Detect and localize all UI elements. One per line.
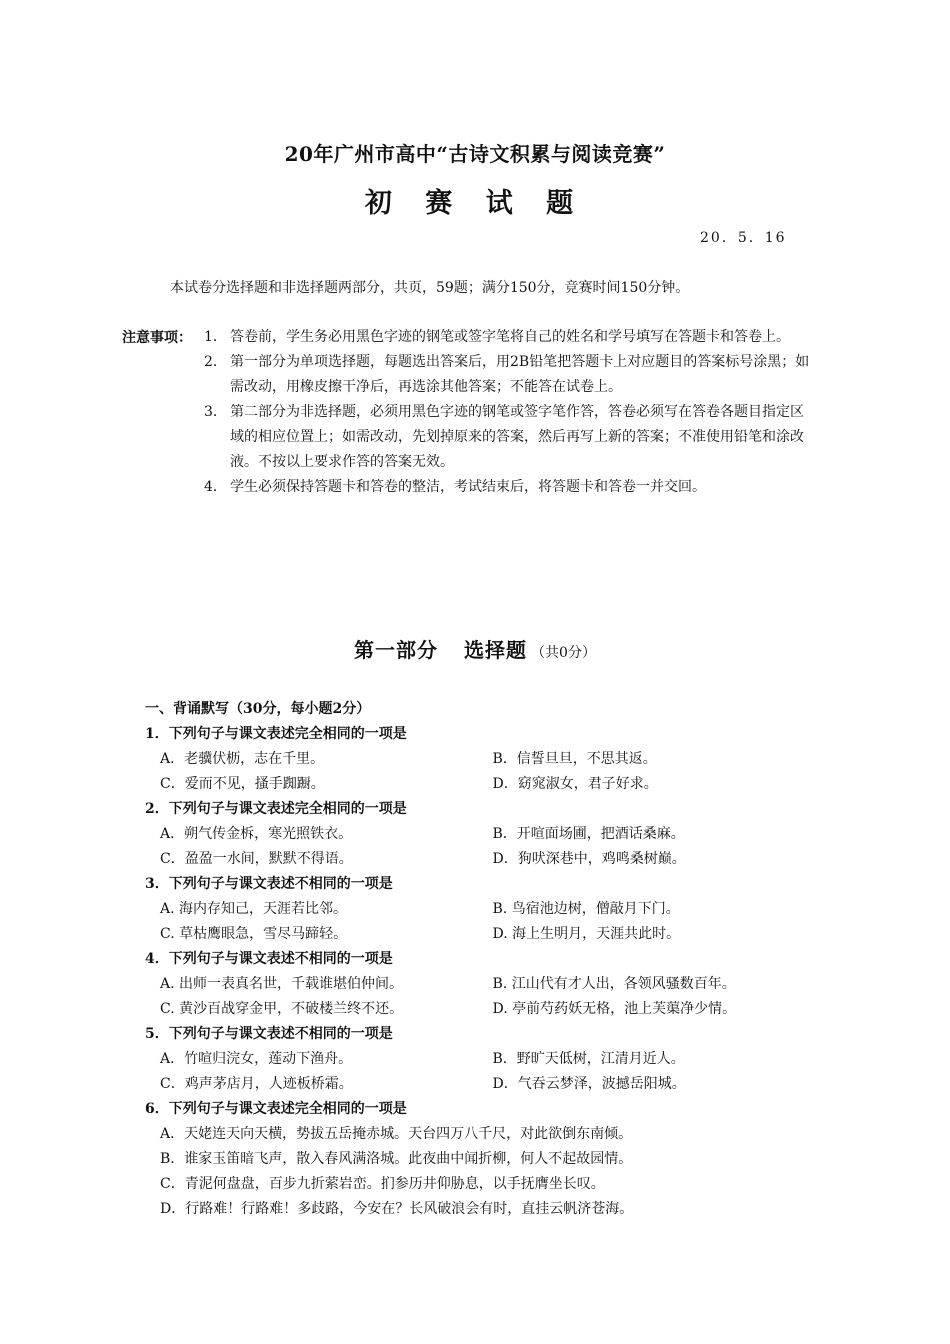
notice-label: 注意事项： [122, 330, 192, 346]
question-block [145, 722, 825, 797]
notice-item-number: 2． [204, 354, 227, 370]
notice-item-text: 第一部分为单项选择题，每题选出答案后，用2B铅笔把答题卡上对应题目的答案标号涂黑；如需改动，用橡皮擦干净后，再选涂其他答案；不能答在试卷上。 [230, 354, 810, 395]
option-c: C. 草枯鹰眼急，雪尽马蹄轻。 [160, 926, 348, 942]
option-row [145, 747, 825, 772]
option-c: C．盈盈一水间，默默不得语。 [160, 851, 353, 867]
option-row [145, 822, 825, 847]
option-row [145, 997, 825, 1022]
option-d: D．行路难！行路难！多歧路，今安在？长风破浪会有时，直挂云帆济苍海。 [160, 1201, 634, 1217]
option-b: B. 鸟宿池边树，僧敲月下门。 [492, 901, 680, 917]
option-a: A．天姥连天向天横，势拔五岳掩赤城。天台四万八千尺，对此欲倒东南倾。 [160, 1126, 633, 1142]
option-a: A．老骥伏枥，志在千里。 [160, 751, 325, 767]
option-d: D．狗吠深巷中，鸡鸣桑树巅。 [492, 851, 686, 867]
option-b: B. 江山代有才人出，各领风骚数百年。 [492, 976, 736, 992]
option-row [145, 772, 825, 797]
part-one-title [0, 634, 950, 663]
option-c: C．爱而不见，搔手踟蹰。 [160, 776, 325, 792]
option-d: D. 海上生明月，天涯共此时。 [492, 926, 681, 942]
question-block [145, 1022, 825, 1097]
exam-intro: 本试卷分选择题和非选择题两部分，共页，59题；满分150分，竞赛时间150分钟。 [170, 280, 690, 296]
option-b: B．谁家玉笛暗飞声，散入春风满洛城。此夜曲中闻折柳，何人不起故园情。 [160, 1151, 633, 1167]
exam-title: 20年广州市高中“古诗文积累与阅读竞赛” [284, 142, 666, 166]
notice-item [204, 475, 814, 500]
option-row [145, 972, 825, 997]
option-d: D．窈窕淑女，君子好求。 [492, 776, 658, 792]
question-block [145, 872, 825, 947]
notice-item-number: 4． [204, 479, 227, 495]
notice-item-number: 1． [204, 329, 227, 345]
option-a: A．竹喧归浣女，莲动下渔舟。 [160, 1051, 353, 1067]
option-row [145, 922, 825, 947]
notice-item [204, 350, 814, 400]
question-block [145, 797, 825, 872]
exam-subtitle: 初 赛 试 题 [364, 188, 586, 219]
option-a: A. 出师一表真名世，千载谁堪伯仲间。 [160, 976, 404, 992]
option-row [145, 847, 825, 872]
option-a: A．朔气传金柝，寒光照铁衣。 [160, 826, 353, 842]
notice-item [204, 325, 814, 350]
option-b: B．信誓旦旦，不思其返。 [492, 751, 657, 767]
question-block [145, 1097, 825, 1222]
option-c: C．青泥何盘盘，百步九折萦岩峦。扪参历井仰胁息，以手抚膺坐长叹。 [160, 1176, 605, 1192]
notice-item-text: 学生必须保持答题卡和答卷的整洁，考试结束后，将答题卡和答卷一并交回。 [230, 479, 706, 495]
notice-list [204, 325, 814, 500]
notice-item-text: 第二部分为非选择题，必须用黑色字迹的钢笔或签字笔作答，答卷必须写在答卷各题目指定区域的相应位置上；如需改动，先划掉原来的答案，然后再写上新的答案；不准使用铅笔和涂改液。不按以上要求作答的答案无效。 [230, 404, 804, 470]
option-d: D．气吞云梦泽，波撼岳阳城。 [492, 1076, 686, 1092]
question-stem: 1．下列句子与课文表述完全相同的一项是 [145, 726, 407, 742]
question-block [145, 947, 825, 1022]
part-one-label: 第一部分 [354, 638, 439, 662]
question-section [145, 697, 825, 1222]
option-b: B．野旷天低树，江清月近人。 [492, 1051, 685, 1067]
notice-item-text: 答卷前，学生务必用黑色字迹的钢笔或签字笔将自己的姓名和学号填写在答题卡和答卷上。 [230, 329, 790, 345]
option-d: D. 亭前芍药妖无格，池上芙蕖净少情。 [492, 1001, 737, 1017]
notice-item [204, 400, 814, 475]
part-one-score-note: （共0分） [531, 645, 596, 661]
section-heading: 一、背诵默写（30分，每小题2分） [145, 701, 371, 717]
option-a: A. 海内存知己，天涯若比邻。 [160, 901, 348, 917]
question-stem: 6．下列句子与课文表述完全相同的一项是 [145, 1101, 407, 1117]
notice-item-number: 3． [204, 404, 227, 420]
exam-date: 20．5．16 [700, 230, 787, 246]
option-row [145, 1072, 825, 1097]
option-row [145, 897, 825, 922]
option-row [145, 1047, 825, 1072]
question-stem: 5．下列句子与课文表述不相同的一项是 [145, 1026, 393, 1042]
part-one-name: 选择题 [464, 638, 528, 662]
option-c: C．鸡声茅店月，人迹板桥霜。 [160, 1076, 353, 1092]
question-stem: 2．下列句子与课文表述完全相同的一项是 [145, 801, 407, 817]
question-stem: 4．下列句子与课文表述不相同的一项是 [145, 951, 393, 967]
option-c: C. 黄沙百战穿金甲，不破楼兰终不还。 [160, 1001, 404, 1017]
question-stem: 3．下列句子与课文表述不相同的一项是 [145, 876, 393, 892]
option-b: B．开喧面场圃，把酒话桑麻。 [492, 826, 685, 842]
